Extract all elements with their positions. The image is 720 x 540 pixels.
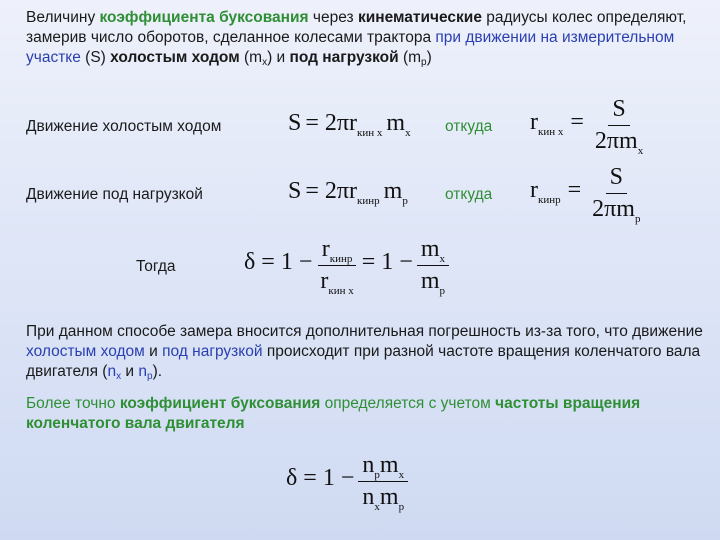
intro-paragraph — [26, 8, 706, 68]
numerator — [318, 236, 357, 266]
math-symbol: S — [288, 110, 302, 136]
intro-text: ) — [426, 49, 432, 66]
term-measuring-section: при движении на измерительном участке — [26, 29, 675, 66]
math-symbol: 2πm — [594, 128, 638, 154]
math-symbol: δ = 1 − — [286, 465, 355, 492]
math-symbol: = — [567, 177, 582, 204]
numerator — [358, 452, 408, 482]
numerator: S — [606, 164, 627, 194]
denominator — [417, 266, 449, 295]
para-text: и — [121, 363, 139, 380]
fraction — [588, 164, 644, 223]
denominator — [588, 194, 644, 223]
intro-text: Величину — [26, 9, 100, 26]
fraction — [358, 452, 408, 511]
math-symbol: m — [383, 178, 403, 204]
intro-text: (m — [239, 49, 263, 66]
math-symbol: m — [379, 484, 399, 510]
denominator — [591, 126, 647, 155]
math-symbol: = 2πr — [305, 178, 358, 204]
term-slip-coefficient-2: коэффициент буксования — [119, 395, 321, 412]
subscript: x — [398, 469, 405, 481]
numerator — [417, 236, 449, 266]
intro-text: (S) — [80, 49, 111, 66]
math-symbol: r — [530, 109, 538, 136]
term-load-2: под нагрузкой — [162, 343, 263, 360]
formula-load-radius — [530, 164, 644, 223]
math-symbol: n — [362, 484, 375, 510]
math-symbol: = 1 − — [361, 249, 413, 276]
denominator — [358, 482, 408, 511]
formula-slip-radius — [244, 236, 449, 295]
math-symbol: = — [570, 109, 584, 136]
word-then: Тогда — [136, 258, 176, 275]
math-symbol: = 2πr — [305, 110, 358, 136]
term-idle: холостым ходом — [110, 49, 240, 66]
math-symbol: m — [420, 236, 440, 262]
numerator: S — [608, 96, 629, 126]
para-text: При данном способе замера вносится дополнительная погрешность из-за того, что движение — [26, 323, 703, 340]
subscript: кин х — [328, 285, 354, 297]
subscript: p — [374, 469, 380, 481]
formula-load-path — [288, 178, 408, 205]
intro-text: (m — [398, 49, 422, 66]
word-whence-1: откуда — [445, 118, 493, 135]
subscript: p — [398, 501, 405, 513]
subscript: p — [147, 371, 153, 382]
math-symbol: 2πm — [592, 196, 635, 222]
formula-idle-path — [288, 110, 411, 137]
subscript: x — [116, 371, 122, 382]
term-idle-2: холостым ходом — [26, 343, 145, 360]
subscript: кинр — [329, 253, 353, 265]
denominator — [316, 266, 357, 295]
subscript: р — [402, 195, 408, 207]
accuracy-paragraph — [26, 394, 706, 434]
subscript: кинр — [357, 195, 380, 207]
subscript: x — [262, 57, 268, 68]
symbol-n: n — [138, 363, 147, 380]
para-text: Более точно — [26, 395, 120, 412]
fraction — [417, 236, 449, 295]
math-symbol: r — [530, 177, 538, 204]
subscript: x — [374, 501, 380, 513]
subscript: p — [634, 213, 641, 225]
subscript: x — [439, 253, 446, 265]
subscript: p — [439, 285, 446, 297]
math-symbol: r — [320, 268, 329, 294]
symbol-n: n — [107, 363, 117, 380]
subscript: кин х — [357, 127, 383, 139]
para-text: происходит при разной частоте вращения коленчатого вала двигателя ( — [26, 343, 701, 380]
math-symbol: m — [379, 452, 399, 478]
error-paragraph — [26, 322, 706, 382]
math-symbol: n — [362, 452, 375, 478]
math-symbol: m — [386, 110, 406, 136]
math-symbol: S — [288, 178, 302, 204]
subscript: x — [637, 145, 644, 157]
math-symbol: r — [321, 236, 330, 262]
term-slip-coefficient: коэффициента буксования — [99, 9, 309, 26]
intro-text: через — [308, 9, 358, 26]
math-symbol: m — [420, 268, 440, 294]
intro-text: ) и — [267, 49, 290, 66]
subscript: кин х — [538, 126, 564, 139]
term-kinematic: кинематические — [357, 9, 482, 26]
para-text: ). — [152, 363, 163, 380]
math-symbol: δ = 1 − — [244, 249, 313, 276]
para-text: и — [144, 343, 163, 360]
word-whence-2: откуда — [445, 186, 493, 203]
formula-slip-speed — [286, 452, 408, 511]
para-text: определяется с учетом — [320, 395, 496, 412]
subscript: х — [405, 127, 411, 139]
label-load-motion: Движение под нагрузкой — [26, 186, 203, 203]
term-load: под нагрузкой — [289, 49, 399, 66]
fraction — [591, 96, 647, 155]
intro-text: радиусы колес определяют, замерив число оборотов, сделанное колесами трактора — [26, 9, 687, 46]
label-idle-motion: Движение холостым ходом — [26, 118, 222, 135]
fraction — [316, 236, 357, 295]
term-engine-speed: частоты вращения коленчатого вала двигателя — [26, 395, 641, 432]
formula-idle-radius — [530, 96, 647, 155]
subscript: кинр — [538, 194, 561, 207]
subscript: p — [421, 57, 427, 68]
